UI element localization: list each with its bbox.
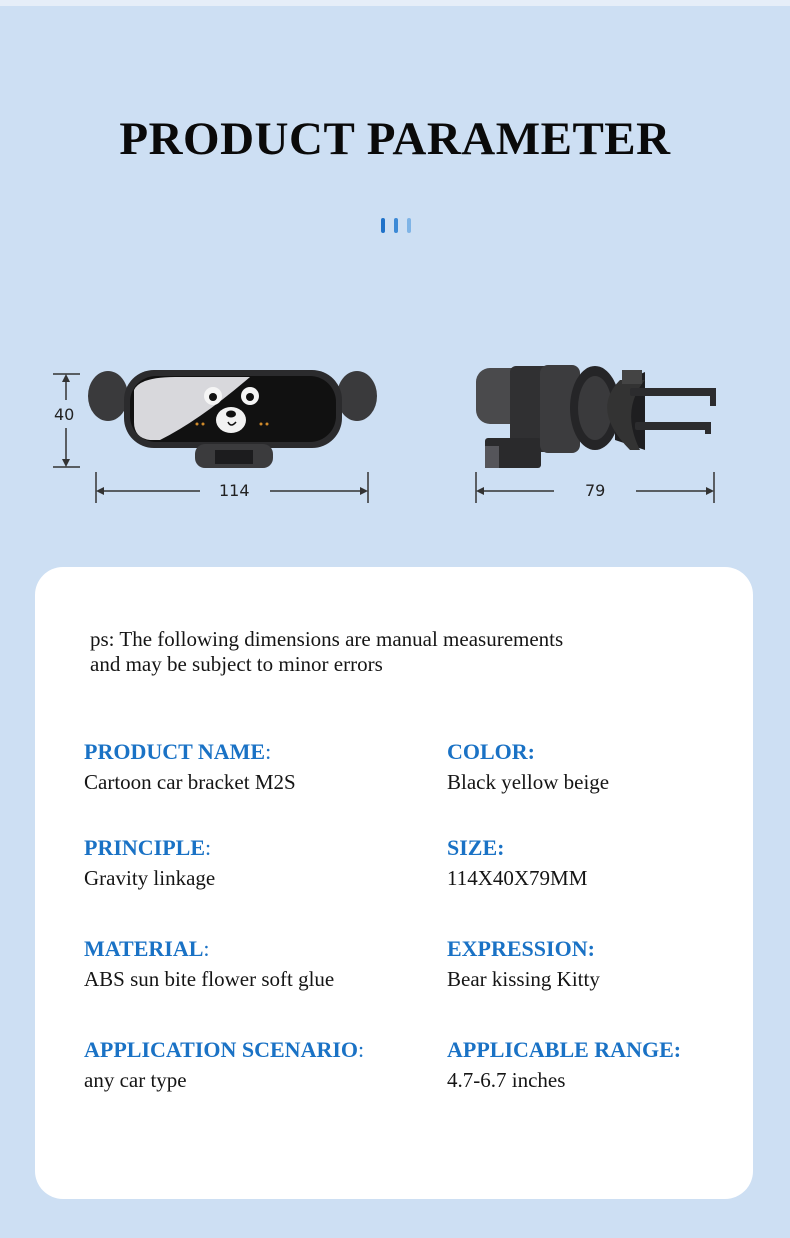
applicable-range-label: APPLICABLE RANGE: — [447, 1037, 682, 1062]
expression-value: Bear kissing Kitty — [447, 967, 600, 991]
measurement-note — [90, 627, 690, 677]
note-line-2: and may be subject to minor errors — [90, 652, 383, 676]
width-dimension-label: 114 — [219, 481, 250, 500]
divider-bar — [381, 218, 385, 233]
page-title: PRODUCT PARAMETER — [119, 113, 671, 165]
title-divider-bars — [381, 218, 417, 234]
size-label: SIZE: — [447, 835, 505, 860]
height-dimension-label: 40 — [54, 405, 75, 424]
note-line-1: ps: The following dimensions are manual measurements — [90, 627, 564, 651]
top-strip — [0, 0, 790, 6]
size-value: 114X40X79MM — [447, 866, 588, 890]
expression-label: EXPRESSION: — [447, 936, 595, 961]
color-label: COLOR: — [447, 739, 535, 764]
color-value: Black yellow beige — [447, 770, 610, 794]
principle-value: Gravity linkage — [84, 866, 216, 890]
divider-bar — [394, 218, 398, 233]
applicable-range-value: 4.7-6.7 inches — [447, 1068, 566, 1092]
material-label: MATERIAL: — [84, 936, 210, 961]
application-scenario-label: APPLICATION SCENARIO: — [84, 1037, 365, 1062]
depth-dimension-label: 79 — [585, 481, 606, 500]
product-name-value: Cartoon car bracket M2S — [84, 770, 296, 794]
principle-label: PRINCIPLE: — [84, 835, 212, 860]
divider-bar — [407, 218, 411, 233]
material-value: ABS sun bite flower soft glue — [84, 967, 335, 991]
product-name-label: PRODUCT NAME: — [84, 739, 272, 764]
application-scenario-value: any car type — [84, 1068, 187, 1092]
